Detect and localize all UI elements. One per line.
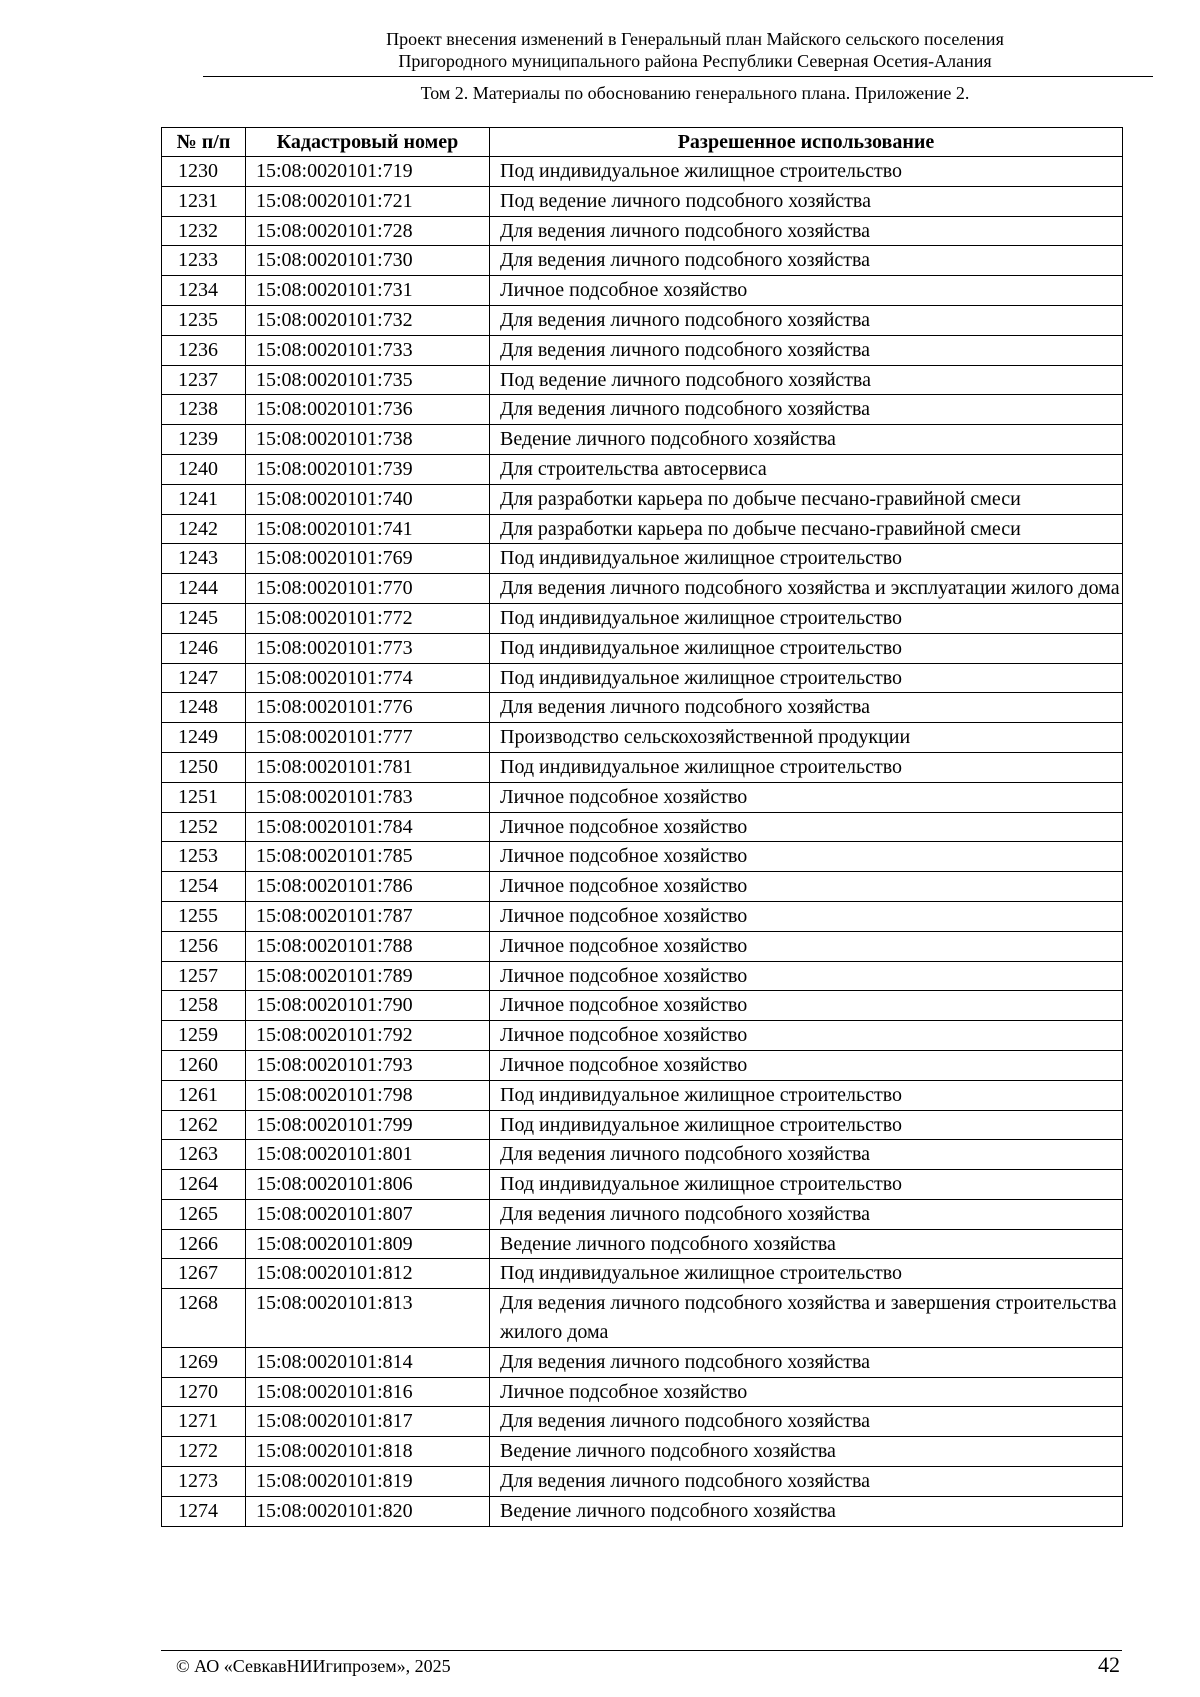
permitted-use: Личное подсобное хозяйство bbox=[490, 931, 1123, 961]
permitted-use: Для ведения личного подсобного хозяйства bbox=[490, 216, 1123, 246]
row-number: 1268 bbox=[162, 1289, 246, 1348]
row-number: 1262 bbox=[162, 1110, 246, 1140]
row-number: 1234 bbox=[162, 276, 246, 306]
cadastral-number: 15:08:0020101:736 bbox=[246, 395, 490, 425]
cadastral-number: 15:08:0020101:801 bbox=[246, 1140, 490, 1170]
cadastral-number: 15:08:0020101:740 bbox=[246, 484, 490, 514]
permitted-use: Для строительства автосервиса bbox=[490, 454, 1123, 484]
permitted-use: Под ведение личного подсобного хозяйства bbox=[490, 365, 1123, 395]
cadastral-number: 15:08:0020101:820 bbox=[246, 1496, 490, 1526]
cadastral-number: 15:08:0020101:819 bbox=[246, 1467, 490, 1497]
table-row bbox=[162, 1377, 1123, 1407]
permitted-use: Ведение личного подсобного хозяйства bbox=[490, 1229, 1123, 1259]
cadastral-number: 15:08:0020101:807 bbox=[246, 1199, 490, 1229]
permitted-use: Личное подсобное хозяйство bbox=[490, 1021, 1123, 1051]
cadastral-number: 15:08:0020101:806 bbox=[246, 1170, 490, 1200]
cadastral-number: 15:08:0020101:728 bbox=[246, 216, 490, 246]
cadastral-number: 15:08:0020101:812 bbox=[246, 1259, 490, 1289]
table-header-row bbox=[162, 128, 1123, 157]
table-row bbox=[162, 484, 1123, 514]
cadastral-number: 15:08:0020101:792 bbox=[246, 1021, 490, 1051]
cadastral-number: 15:08:0020101:814 bbox=[246, 1347, 490, 1377]
cadastral-number: 15:08:0020101:787 bbox=[246, 901, 490, 931]
cadastral-number: 15:08:0020101:777 bbox=[246, 723, 490, 753]
table-row bbox=[162, 1496, 1123, 1526]
row-number: 1266 bbox=[162, 1229, 246, 1259]
cadastral-number: 15:08:0020101:798 bbox=[246, 1080, 490, 1110]
header-subtitle: Том 2. Материалы по обоснованию генерального плана. Приложение 2. bbox=[420, 83, 970, 103]
table-row bbox=[162, 633, 1123, 663]
column-header-permitted-use: Разрешенное использование bbox=[490, 128, 1123, 157]
row-number: 1263 bbox=[162, 1140, 246, 1170]
permitted-use: Для разработки карьера по добыче песчано-гравийной смеси bbox=[490, 514, 1123, 544]
permitted-use: Под индивидуальное жилищное строительство bbox=[490, 1110, 1123, 1140]
cadastral-number: 15:08:0020101:790 bbox=[246, 991, 490, 1021]
row-number: 1258 bbox=[162, 991, 246, 1021]
permitted-use: Под индивидуальное жилищное строительство bbox=[490, 1170, 1123, 1200]
row-number: 1270 bbox=[162, 1377, 246, 1407]
permitted-use: Для ведения личного подсобного хозяйства bbox=[490, 693, 1123, 723]
table-row bbox=[162, 991, 1123, 1021]
row-number: 1238 bbox=[162, 395, 246, 425]
row-number: 1245 bbox=[162, 603, 246, 633]
cadastral-number: 15:08:0020101:799 bbox=[246, 1110, 490, 1140]
row-number: 1256 bbox=[162, 931, 246, 961]
cadastral-number: 15:08:0020101:816 bbox=[246, 1377, 490, 1407]
row-number: 1251 bbox=[162, 782, 246, 812]
row-number: 1243 bbox=[162, 544, 246, 574]
permitted-use: Под ведение личного подсобного хозяйства bbox=[490, 186, 1123, 216]
footer-divider bbox=[161, 1650, 1122, 1651]
permitted-use: Ведение личного подсобного хозяйства bbox=[490, 425, 1123, 455]
permitted-use: Личное подсобное хозяйство bbox=[490, 961, 1123, 991]
table-row bbox=[162, 544, 1123, 574]
permitted-use: Личное подсобное хозяйство bbox=[490, 872, 1123, 902]
row-number: 1252 bbox=[162, 812, 246, 842]
permitted-use: Для ведения личного подсобного хозяйства и завершения строительства жилого дома bbox=[490, 1289, 1123, 1348]
column-header-number: № п/п bbox=[162, 128, 246, 157]
table-row bbox=[162, 1140, 1123, 1170]
table-row bbox=[162, 1080, 1123, 1110]
row-number: 1261 bbox=[162, 1080, 246, 1110]
row-number: 1236 bbox=[162, 335, 246, 365]
row-number: 1230 bbox=[162, 157, 246, 187]
cadastral-number: 15:08:0020101:774 bbox=[246, 663, 490, 693]
table-row bbox=[162, 872, 1123, 902]
row-number: 1253 bbox=[162, 842, 246, 872]
row-number: 1248 bbox=[162, 693, 246, 723]
row-number: 1269 bbox=[162, 1347, 246, 1377]
table-row bbox=[162, 395, 1123, 425]
row-number: 1265 bbox=[162, 1199, 246, 1229]
permitted-use: Личное подсобное хозяйство bbox=[490, 812, 1123, 842]
cadastral-number: 15:08:0020101:788 bbox=[246, 931, 490, 961]
permitted-use: Для ведения личного подсобного хозяйства bbox=[490, 395, 1123, 425]
cadastral-number: 15:08:0020101:793 bbox=[246, 1050, 490, 1080]
cadastral-number: 15:08:0020101:789 bbox=[246, 961, 490, 991]
table-row bbox=[162, 842, 1123, 872]
header-title-line-1: Проект внесения изменений в Генеральный план Майского сельского поселения bbox=[386, 29, 1004, 49]
table-row bbox=[162, 246, 1123, 276]
table-row bbox=[162, 365, 1123, 395]
cadastral-number: 15:08:0020101:781 bbox=[246, 752, 490, 782]
table-row bbox=[162, 723, 1123, 753]
table-row bbox=[162, 335, 1123, 365]
row-number: 1240 bbox=[162, 454, 246, 484]
table-row bbox=[162, 1407, 1123, 1437]
permitted-use: Личное подсобное хозяйство bbox=[490, 991, 1123, 1021]
cadastral-number: 15:08:0020101:738 bbox=[246, 425, 490, 455]
table-row bbox=[162, 1199, 1123, 1229]
row-number: 1246 bbox=[162, 633, 246, 663]
row-number: 1239 bbox=[162, 425, 246, 455]
header-title-line-2: Пригородного муниципального района Республики Северная Осетия-Алания bbox=[398, 51, 992, 71]
permitted-use: Ведение личного подсобного хозяйства bbox=[490, 1437, 1123, 1467]
table-row bbox=[162, 1110, 1123, 1140]
permitted-use: Под индивидуальное жилищное строительство bbox=[490, 544, 1123, 574]
permitted-use: Ведение личного подсобного хозяйства bbox=[490, 1496, 1123, 1526]
table-row bbox=[162, 1437, 1123, 1467]
table-row bbox=[162, 1259, 1123, 1289]
table-row bbox=[162, 157, 1123, 187]
cadastral-number: 15:08:0020101:770 bbox=[246, 574, 490, 604]
table-row bbox=[162, 812, 1123, 842]
permitted-use: Под индивидуальное жилищное строительство bbox=[490, 663, 1123, 693]
row-number: 1244 bbox=[162, 574, 246, 604]
cadastral-number: 15:08:0020101:818 bbox=[246, 1437, 490, 1467]
table-row bbox=[162, 186, 1123, 216]
table-row bbox=[162, 1347, 1123, 1377]
permitted-use: Для ведения личного подсобного хозяйства bbox=[490, 1140, 1123, 1170]
row-number: 1250 bbox=[162, 752, 246, 782]
land-plots-table bbox=[161, 127, 1123, 1527]
column-header-cadastral-number: Кадастровый номер bbox=[246, 128, 490, 157]
permitted-use: Для ведения личного подсобного хозяйства bbox=[490, 335, 1123, 365]
table-row bbox=[162, 514, 1123, 544]
table-row bbox=[162, 1050, 1123, 1080]
cadastral-number: 15:08:0020101:813 bbox=[246, 1289, 490, 1348]
row-number: 1231 bbox=[162, 186, 246, 216]
permitted-use: Производство сельскохозяйственной продукции bbox=[490, 723, 1123, 753]
table-row bbox=[162, 454, 1123, 484]
cadastral-number: 15:08:0020101:773 bbox=[246, 633, 490, 663]
cadastral-number: 15:08:0020101:769 bbox=[246, 544, 490, 574]
cadastral-number: 15:08:0020101:732 bbox=[246, 305, 490, 335]
row-number: 1257 bbox=[162, 961, 246, 991]
cadastral-number: 15:08:0020101:719 bbox=[246, 157, 490, 187]
permitted-use: Для ведения личного подсобного хозяйства bbox=[490, 246, 1123, 276]
row-number: 1242 bbox=[162, 514, 246, 544]
table-row bbox=[162, 901, 1123, 931]
cadastral-number: 15:08:0020101:730 bbox=[246, 246, 490, 276]
row-number: 1255 bbox=[162, 901, 246, 931]
cadastral-number: 15:08:0020101:817 bbox=[246, 1407, 490, 1437]
table-row bbox=[162, 425, 1123, 455]
table-row bbox=[162, 1229, 1123, 1259]
row-number: 1247 bbox=[162, 663, 246, 693]
table-row bbox=[162, 961, 1123, 991]
row-number: 1254 bbox=[162, 872, 246, 902]
row-number: 1235 bbox=[162, 305, 246, 335]
permitted-use: Для ведения личного подсобного хозяйства bbox=[490, 1199, 1123, 1229]
page-number: 42 bbox=[1098, 1652, 1120, 1677]
table-row bbox=[162, 305, 1123, 335]
permitted-use: Под индивидуальное жилищное строительство bbox=[490, 1080, 1123, 1110]
permitted-use: Под индивидуальное жилищное строительство bbox=[490, 752, 1123, 782]
table-row bbox=[162, 1467, 1123, 1497]
cadastral-number: 15:08:0020101:735 bbox=[246, 365, 490, 395]
cadastral-number: 15:08:0020101:783 bbox=[246, 782, 490, 812]
header-divider bbox=[203, 76, 1153, 77]
row-number: 1237 bbox=[162, 365, 246, 395]
row-number: 1233 bbox=[162, 246, 246, 276]
row-number: 1273 bbox=[162, 1467, 246, 1497]
cadastral-number: 15:08:0020101:721 bbox=[246, 186, 490, 216]
table-row bbox=[162, 574, 1123, 604]
table-row bbox=[162, 1021, 1123, 1051]
permitted-use: Для ведения личного подсобного хозяйства bbox=[490, 305, 1123, 335]
cadastral-number: 15:08:0020101:733 bbox=[246, 335, 490, 365]
permitted-use: Личное подсобное хозяйство bbox=[490, 276, 1123, 306]
table-row bbox=[162, 276, 1123, 306]
table-body bbox=[162, 157, 1123, 1527]
row-number: 1272 bbox=[162, 1437, 246, 1467]
permitted-use: Для ведения личного подсобного хозяйства bbox=[490, 1407, 1123, 1437]
row-number: 1232 bbox=[162, 216, 246, 246]
permitted-use: Личное подсобное хозяйство bbox=[490, 842, 1123, 872]
table-row bbox=[162, 603, 1123, 633]
row-number: 1274 bbox=[162, 1496, 246, 1526]
permitted-use: Личное подсобное хозяйство bbox=[490, 1377, 1123, 1407]
cadastral-number: 15:08:0020101:809 bbox=[246, 1229, 490, 1259]
cadastral-number: 15:08:0020101:776 bbox=[246, 693, 490, 723]
cadastral-number: 15:08:0020101:739 bbox=[246, 454, 490, 484]
permitted-use: Для ведения личного подсобного хозяйства и эксплуатации жилого дома bbox=[490, 574, 1123, 604]
table-row bbox=[162, 663, 1123, 693]
permitted-use: Личное подсобное хозяйство bbox=[490, 1050, 1123, 1080]
table-row bbox=[162, 216, 1123, 246]
row-number: 1241 bbox=[162, 484, 246, 514]
permitted-use: Для разработки карьера по добыче песчано-гравийной смеси bbox=[490, 484, 1123, 514]
cadastral-number: 15:08:0020101:786 bbox=[246, 872, 490, 902]
permitted-use: Под индивидуальное жилищное строительство bbox=[490, 603, 1123, 633]
permitted-use: Для ведения личного подсобного хозяйства bbox=[490, 1347, 1123, 1377]
row-number: 1260 bbox=[162, 1050, 246, 1080]
row-number: 1267 bbox=[162, 1259, 246, 1289]
table-row bbox=[162, 693, 1123, 723]
cadastral-number: 15:08:0020101:772 bbox=[246, 603, 490, 633]
permitted-use: Под индивидуальное жилищное строительство bbox=[490, 633, 1123, 663]
permitted-use: Под индивидуальное жилищное строительство bbox=[490, 157, 1123, 187]
permitted-use: Под индивидуальное жилищное строительство bbox=[490, 1259, 1123, 1289]
cadastral-number: 15:08:0020101:784 bbox=[246, 812, 490, 842]
permitted-use: Личное подсобное хозяйство bbox=[490, 901, 1123, 931]
row-number: 1259 bbox=[162, 1021, 246, 1051]
row-number: 1271 bbox=[162, 1407, 246, 1437]
table-row bbox=[162, 1170, 1123, 1200]
table-row bbox=[162, 931, 1123, 961]
footer-copyright: © АО «СевкавНИИгипрозем», 2025 bbox=[176, 1656, 451, 1676]
row-number: 1264 bbox=[162, 1170, 246, 1200]
row-number: 1249 bbox=[162, 723, 246, 753]
cadastral-number: 15:08:0020101:785 bbox=[246, 842, 490, 872]
table-row bbox=[162, 1289, 1123, 1348]
document-header bbox=[0, 28, 1200, 104]
table-row bbox=[162, 752, 1123, 782]
cadastral-number: 15:08:0020101:731 bbox=[246, 276, 490, 306]
permitted-use: Личное подсобное хозяйство bbox=[490, 782, 1123, 812]
table-row bbox=[162, 782, 1123, 812]
cadastral-number: 15:08:0020101:741 bbox=[246, 514, 490, 544]
permitted-use: Для ведения личного подсобного хозяйства bbox=[490, 1467, 1123, 1497]
